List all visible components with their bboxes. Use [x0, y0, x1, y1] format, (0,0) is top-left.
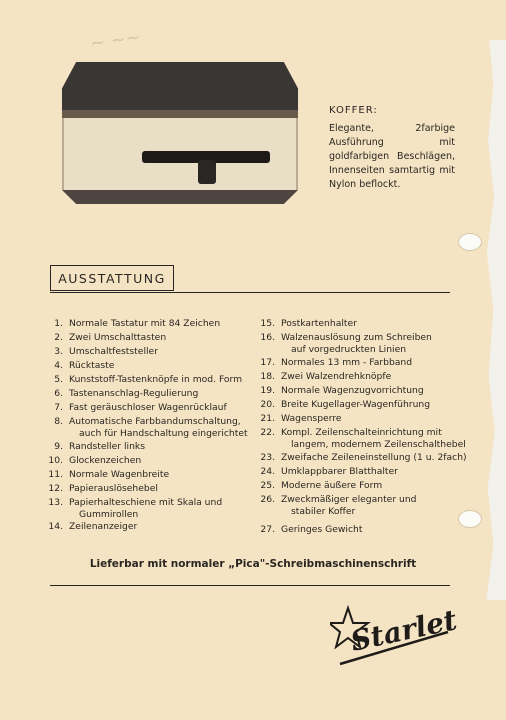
starlet-logo — [330, 604, 460, 670]
feature-line: Zeilenanzeiger — [69, 521, 138, 532]
feature-text — [281, 494, 417, 518]
feature-text — [69, 441, 145, 453]
feature-text — [69, 360, 114, 372]
section-title-box — [50, 265, 174, 291]
feature-number: 18. — [260, 371, 275, 382]
feature-text — [69, 483, 158, 495]
feature-line: Zweckmäßiger eleganter und — [281, 494, 417, 505]
bottom-divider — [50, 585, 450, 586]
feature-line: stabiler Koffer — [291, 506, 356, 517]
feature-number: 4. — [54, 360, 63, 371]
typewriter-case-illustration — [62, 62, 298, 204]
case-lock — [198, 160, 216, 184]
punch-hole — [458, 233, 482, 251]
feature-text — [69, 402, 227, 414]
feature-number: 10. — [48, 455, 63, 466]
torn-page-edge — [478, 40, 506, 600]
feature-text — [69, 521, 137, 533]
feature-text — [281, 427, 466, 451]
feature-line: Fast geräuschloser Wagenrücklauf — [69, 402, 227, 413]
feature-line: Kompl. Zeilenschalteinrichtung mit — [281, 427, 442, 438]
feature-number: 1. — [54, 318, 63, 329]
feature-line: auf vorgedruckten Linien — [291, 344, 407, 355]
feature-line: Normales 13 mm - Farbband — [281, 357, 413, 368]
feature-line: Zwei Umschalttasten — [69, 332, 167, 343]
feature-line: Geringes Gewicht — [281, 524, 363, 535]
feature-number: 26. — [260, 494, 275, 505]
feature-line: Automatische Farbbandumschaltung, — [69, 416, 241, 427]
feature-text — [281, 357, 412, 369]
feature-number: 24. — [260, 466, 275, 477]
feature-text — [69, 318, 220, 330]
feature-number: 7. — [54, 402, 63, 413]
feature-text — [69, 346, 158, 358]
feature-line: Glockenzeichen — [69, 455, 142, 466]
case-band — [62, 110, 298, 118]
feature-text — [281, 524, 362, 536]
feature-text — [69, 374, 242, 386]
feature-number: 20. — [260, 399, 275, 410]
feature-line: Normale Wagenbreite — [69, 469, 170, 480]
feature-number: 15. — [260, 318, 275, 329]
feature-number: 13. — [48, 497, 63, 508]
feature-number: 16. — [260, 332, 275, 343]
feature-line: Zweifache Zeileneinstellung (1 u. 2fach) — [281, 452, 467, 463]
feature-number: 12. — [48, 483, 63, 494]
feature-number: 3. — [54, 346, 63, 357]
feature-line: Gummirollen — [79, 509, 139, 520]
section-title: AUSSTATTUNG — [58, 270, 166, 286]
case-base — [62, 190, 298, 204]
koffer-heading: KOFFER: — [329, 105, 378, 116]
feature-text — [69, 469, 169, 481]
feature-line: Walzenauslösung zum Schreiben — [281, 332, 432, 343]
feature-line: langem, modernem Zeilenschalthebel — [291, 439, 466, 450]
feature-text — [69, 416, 248, 440]
punch-hole — [458, 510, 482, 528]
pencil-scribble: ~ ~~ — [88, 26, 143, 55]
feature-text — [69, 497, 222, 521]
feature-number: 8. — [54, 416, 63, 427]
feature-line: Tastenanschlag-Regulierung — [69, 388, 199, 399]
feature-line: Moderne äußere Form — [281, 480, 383, 491]
feature-number: 6. — [54, 388, 63, 399]
feature-text — [69, 332, 166, 344]
feature-line: Normale Wagenzugvorrichtung — [281, 385, 424, 396]
feature-number: 19. — [260, 385, 275, 396]
feature-text — [281, 385, 424, 397]
feature-number: 14. — [48, 521, 63, 532]
feature-text — [281, 332, 432, 356]
feature-line: Papierhalteschiene mit Skala und — [69, 497, 223, 508]
feature-line: Kunststoff-Tastenknöpfe in mod. Form — [69, 374, 243, 385]
feature-line: Papierauslösehebel — [69, 483, 158, 494]
feature-line: auch für Handschaltung eingerichtet — [79, 428, 248, 439]
feature-line: Breite Kugellager-Wagenführung — [281, 399, 431, 410]
feature-text — [281, 318, 357, 330]
feature-text — [281, 371, 391, 383]
feature-text — [281, 466, 398, 478]
feature-number: 25. — [260, 480, 275, 491]
feature-number: 27. — [260, 524, 275, 535]
feature-text — [281, 399, 430, 411]
feature-number: 11. — [48, 469, 63, 480]
feature-line: Umklappbarer Blatthalter — [281, 466, 398, 477]
availability-note: Lieferbar mit normaler „Pica"-Schreibmaschinenschrift — [89, 558, 417, 570]
feature-text — [69, 388, 198, 400]
feature-number: 17. — [260, 357, 275, 368]
feature-line: Rücktaste — [69, 360, 115, 371]
feature-line: Normale Tastatur mit 84 Zeichen — [69, 318, 221, 329]
feature-number: 5. — [54, 374, 63, 385]
section-divider — [50, 292, 450, 293]
feature-text — [281, 452, 467, 464]
feature-text — [281, 413, 342, 425]
feature-number: 2. — [54, 332, 63, 343]
koffer-description: Elegante, 2farbige Ausführung mit goldfarbigen Beschlägen, Innenseiten samtartig mit Nylon beflockt. — [329, 123, 455, 190]
feature-line: Wagensperre — [281, 413, 342, 424]
feature-line: Randsteller links — [69, 441, 145, 452]
feature-text — [281, 480, 382, 492]
case-lid — [62, 62, 298, 110]
feature-text — [69, 455, 141, 467]
feature-line: Postkartenhalter — [281, 318, 357, 329]
feature-line: Zwei Walzendrehknöpfe — [281, 371, 392, 382]
feature-number: 21. — [260, 413, 275, 424]
logo-wordmark: Starlet — [347, 603, 460, 658]
feature-line: Umschaltfeststeller — [69, 346, 158, 357]
feature-number: 22. — [260, 427, 275, 438]
feature-number: 23. — [260, 452, 275, 463]
feature-number: 9. — [54, 441, 63, 452]
